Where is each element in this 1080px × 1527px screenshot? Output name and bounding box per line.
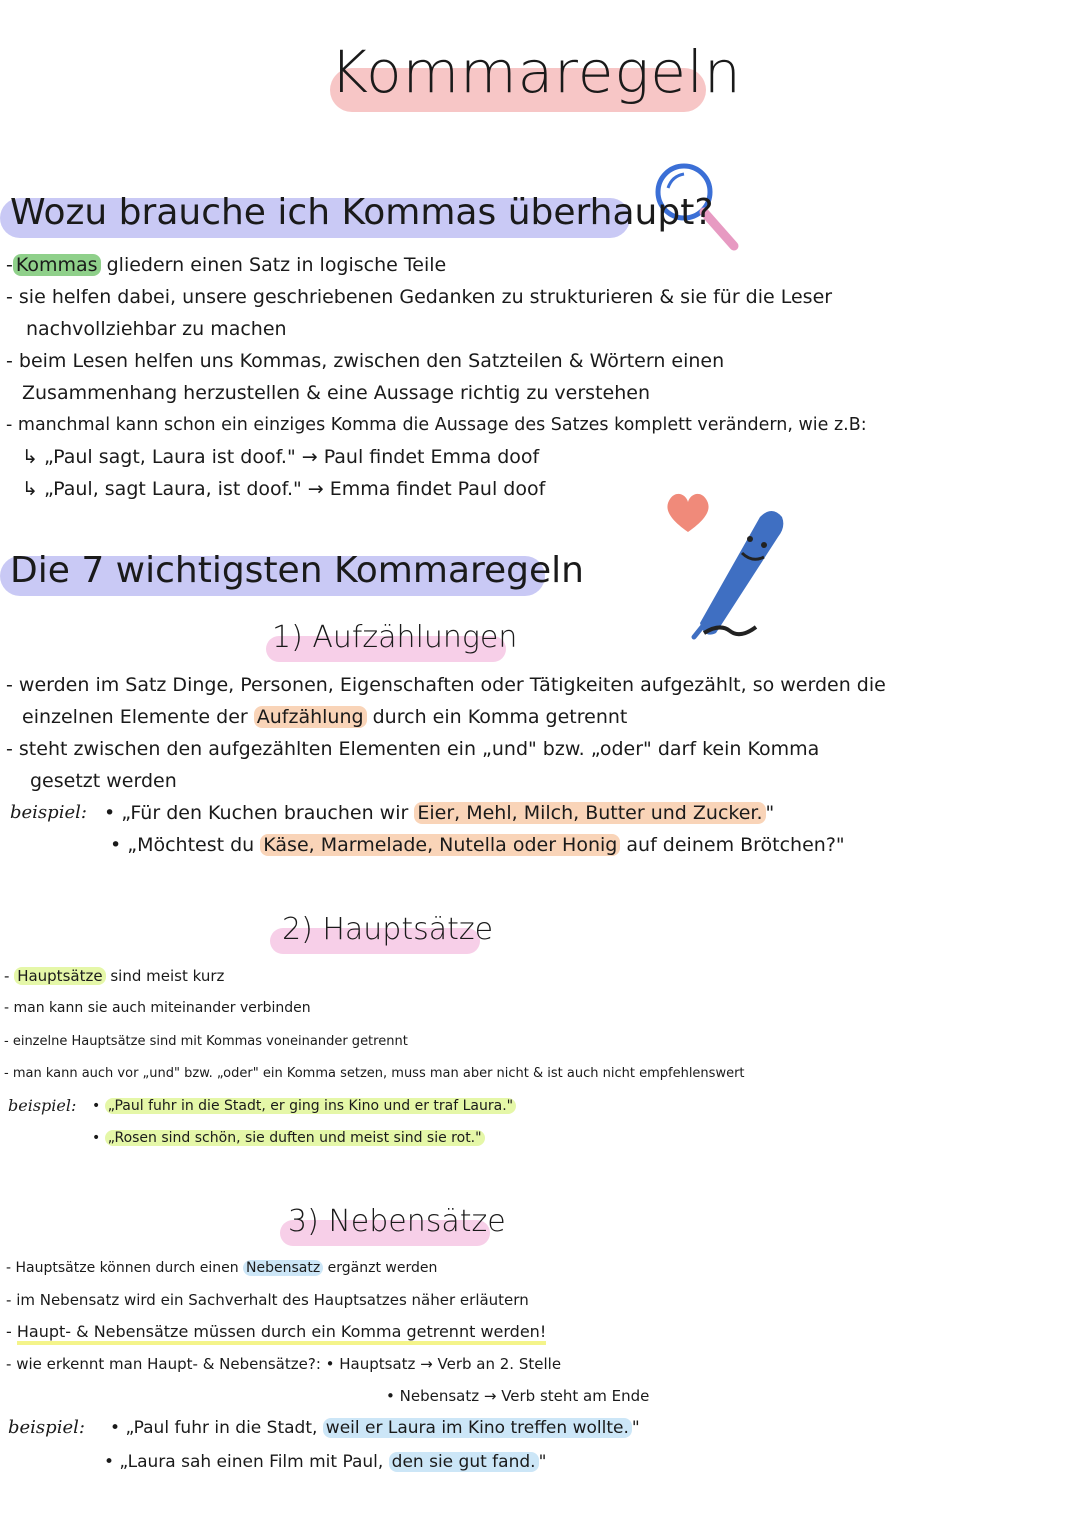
hauptsaetze-mark: Hauptsätze: [14, 967, 105, 985]
sub3-line-3-text: Haupt- & Nebensätze müssen durch ein Komma getrennt werden!: [17, 1322, 546, 1345]
sub2-line-2: - man kann sie auch miteinander verbinden: [4, 1000, 311, 1016]
nebensatz-mark: Nebensatz: [243, 1260, 323, 1276]
sub1-line-2a: einzelnen Elemente der: [22, 706, 248, 728]
sub3-title: [288, 1204, 506, 1239]
sub2-line-3: - einzelne Hauptsätze sind mit Kommas voneinander getrennt: [4, 1034, 408, 1049]
s1-example-1: ↳ „Paul sagt, Laura ist doof." → Paul findet Emma doof: [22, 446, 540, 468]
pen-icon: [680, 505, 800, 645]
sub2-example-2-text: „Rosen sind schön, sie duften und meist sind sie rot.": [105, 1130, 485, 1146]
sub3-line-2-text: im Nebensatz wird ein Sachverhalt des Hauptsatzes näher erläutern: [16, 1291, 529, 1309]
sub1-example-1b: ": [765, 802, 775, 824]
sub3-title-text: 3) Nebensätze: [288, 1204, 506, 1239]
section2-heading-text: Die 7 wichtigsten Kommaregeln: [10, 550, 584, 591]
sub2-line-2-text: man kann sie auch miteinander verbinden: [13, 1000, 311, 1016]
sub1-title: [272, 620, 517, 655]
sub3-example-1a: „Paul fuhr in die Stadt,: [125, 1418, 318, 1438]
sub2-example-2: • „Rosen sind schön, sie duften und meist sind sie rot.": [92, 1126, 485, 1150]
aufzaehlung-mark: Aufzählung: [254, 706, 367, 728]
sub3-example-1: • „Paul fuhr in die Stadt, weil er Laura im Kino treffen wollte. ": [110, 1418, 640, 1438]
s1-bullet-1-text: gliedern einen Satz in logische Teile: [106, 254, 447, 276]
sub1-title-text: 1) Aufzählungen: [272, 620, 518, 655]
sub1-example-2b: auf deinem Brötchen?": [626, 834, 845, 856]
page-title-text: Kommaregeln: [330, 38, 742, 106]
page-title: [330, 30, 742, 114]
sub3-line-4b: • Hauptsatz → Verb an 2. Stelle: [325, 1355, 562, 1373]
s1-bullet-4: - manchmal kann schon ein einziges Komma die Aussage des Satzes komplett verändern, wie z.B:: [6, 415, 867, 435]
sub1-line-3: - steht zwischen den aufgezählten Elementen ein „und" bzw. „oder" darf kein Komma: [6, 738, 820, 760]
sub3-line-1a: Hauptsätze können durch einen: [15, 1260, 239, 1276]
s1-bullet-2: - sie helfen dabei, unsere geschriebenen Gedanken zu strukturieren & sie für die Leser: [6, 286, 833, 308]
sub1-example-2a: • „Möchtest du: [110, 834, 255, 856]
sub1-example-1: [104, 798, 774, 828]
sub3-example-2a: • „Laura sah einen Film mit Paul,: [104, 1452, 384, 1472]
s1-bullet-3-text: beim Lesen helfen uns Kommas, zwischen den Satzteilen & Wörtern einen: [18, 350, 725, 372]
sub3-line-3: - Haupt- & Nebensätze müssen durch ein Komma getrennt werden!: [6, 1320, 546, 1344]
s1-bullet-3: - beim Lesen helfen uns Kommas, zwischen den Satzteilen & Wörtern einen: [6, 350, 725, 372]
sub1-line-2b: durch ein Komma getrennt: [372, 706, 628, 728]
section1-heading-text: Wozu brauche ich Kommas überhaupt?: [10, 192, 714, 233]
sub3-example-1b: ": [631, 1418, 640, 1438]
sub1-example-2: [110, 830, 845, 860]
sub2-line-4-text: man kann auch vor „und" bzw. „oder" ein Komma setzen, muss man aber nicht & ist auch nicht empfehlenswert: [12, 1066, 745, 1081]
sub3-line-1: - Hauptsätze können durch einen Nebensatz ergänzt werden: [6, 1260, 438, 1276]
sub3-example-2: [104, 1450, 546, 1474]
sub2-line-3-text: einzelne Hauptsätze sind mit Kommas voneinander getrennt: [12, 1034, 408, 1049]
s1-bullet-3-cont: Zusammenhang herzustellen & eine Aussage richtig zu verstehen: [22, 382, 650, 404]
sub1-line-4: gesetzt werden: [30, 770, 177, 792]
sub1-line-1-text: werden im Satz Dinge, Personen, Eigenschaften oder Tätigkeiten aufgezählt, so werden die: [18, 674, 886, 696]
sub2-line-4: - man kann auch vor „und" bzw. „oder" ein Komma setzen, muss man aber nicht & ist auch nicht empfehlenswert: [4, 1066, 745, 1081]
sub1-line-3-text: steht zwischen den aufgezählten Elementen ein „und" bzw. „oder" darf kein Komma: [18, 738, 820, 760]
s1-bullet-4-text: manchmal kann schon ein einziges Komma die Aussage des Satzes komplett verändern, wie z.B:: [17, 415, 867, 435]
section1-heading: [10, 192, 713, 233]
s1-bullet-2-cont: nachvollziehbar zu machen: [26, 318, 287, 340]
sub1-example-1a: • „Für den Kuchen brauchen wir: [104, 802, 409, 824]
sub2-example-1-text: „Paul fuhr in die Stadt, er ging ins Kino und er traf Laura.": [105, 1098, 516, 1114]
section2-heading: [10, 550, 584, 591]
sub2-example-1: • „Paul fuhr in die Stadt, er ging ins Kino und er traf Laura.": [92, 1094, 516, 1118]
s1-bullet-1: - Kommas gliedern einen Satz in logische Teile: [6, 254, 447, 276]
s1-example-2: ↳ „Paul, sagt Laura, ist doof." → Emma findet Paul doof: [22, 478, 546, 500]
sub3-example-1-mark: weil er Laura im Kino treffen wollte.: [323, 1418, 632, 1438]
sub1-line-2: [22, 702, 627, 732]
sub3-example-2b: ": [538, 1452, 547, 1472]
sub1-line-1: - werden im Satz Dinge, Personen, Eigenschaften oder Tätigkeiten aufgezählt, so werden die: [6, 674, 886, 696]
sub1-example-label: beispiel:: [10, 802, 87, 823]
sub1-example-1-mark: Eier, Mehl, Milch, Butter und Zucker.: [414, 802, 765, 824]
kommas-mark: Kommas: [13, 254, 101, 276]
sub3-line-1b: ergänzt werden: [327, 1260, 438, 1276]
s1-bullet-2-text: sie helfen dabei, unsere geschriebenen Gedanken zu strukturieren & sie für die Leser: [18, 286, 833, 308]
sub3-line-4a: wie erkennt man Haupt- & Nebensätze?:: [16, 1355, 321, 1373]
sub2-line-1-text: sind meist kurz: [110, 967, 225, 985]
sub2-example-label: beispiel:: [8, 1096, 77, 1115]
sub3-line-2: - im Nebensatz wird ein Sachverhalt des Hauptsatzes näher erläutern: [6, 1291, 529, 1309]
sub3-line-4: - wie erkennt man Haupt- & Nebensätze?: • Hauptsatz → Verb an 2. Stelle: [6, 1355, 562, 1373]
sub2-title-text: 2) Hauptsätze: [282, 912, 494, 947]
sub3-example-label: beispiel:: [8, 1417, 85, 1438]
sub3-example-2-mark: den sie gut fand.: [389, 1452, 539, 1472]
sub2-line-1: - Hauptsätze sind meist kurz: [4, 967, 225, 985]
sub3-line-5: • Nebensatz → Verb steht am Ende: [386, 1387, 650, 1405]
sub2-title: [282, 912, 493, 947]
sub1-example-2-mark: Käse, Marmelade, Nutella oder Honig: [260, 834, 620, 856]
